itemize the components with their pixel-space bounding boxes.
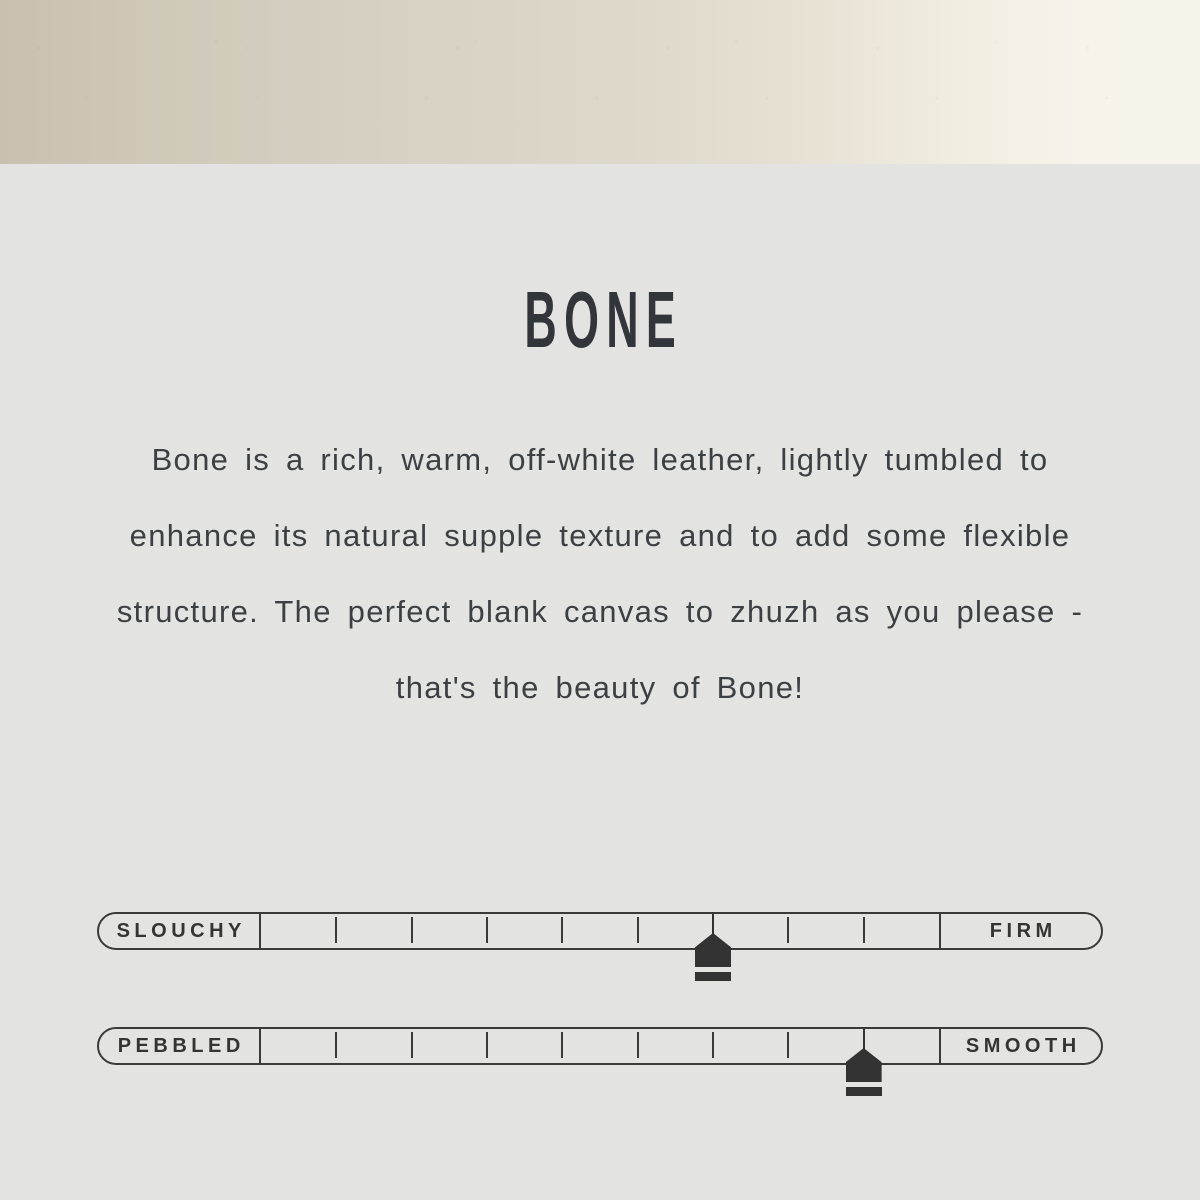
texture-scale-track xyxy=(261,1029,939,1063)
scale-tick xyxy=(561,1032,563,1058)
scale-tick xyxy=(637,917,639,943)
marker-pointer-icon xyxy=(846,1048,882,1082)
scale-tick xyxy=(863,917,865,943)
softness-scale-right-label: FIRM xyxy=(939,914,1101,948)
texture-scale-left-label: PEBBLED xyxy=(99,1029,261,1063)
color-info-panel xyxy=(0,164,1200,1065)
marker-stem xyxy=(712,914,714,934)
color-description xyxy=(0,422,1200,726)
scale-tick xyxy=(335,1032,337,1058)
softness-scale-track xyxy=(261,914,939,948)
leather-texture-photo xyxy=(0,0,1200,164)
marker-bar xyxy=(846,1087,882,1096)
scale-tick xyxy=(637,1032,639,1058)
scale-tick xyxy=(335,917,337,943)
scale-tick xyxy=(486,917,488,943)
description-line: structure. The perfect blank canvas to zhuzh as you please - xyxy=(116,594,1084,629)
scale-tick xyxy=(712,1032,714,1058)
scale-tick xyxy=(486,1032,488,1058)
description-line: that's the beauty of Bone! xyxy=(395,670,805,705)
description-line: Bone is a rich, warm, off-white leather, lightly tumbled to xyxy=(151,442,1049,477)
color-title xyxy=(0,275,1200,364)
texture-scale xyxy=(97,1027,1103,1065)
scale-tick xyxy=(787,1032,789,1058)
marker-pointer-icon xyxy=(695,933,731,967)
scale-tick xyxy=(787,917,789,943)
description-line: enhance its natural supple texture and to add some flexible xyxy=(129,518,1071,553)
texture-scale-right-label: SMOOTH xyxy=(939,1029,1101,1063)
scale-tick xyxy=(411,1032,413,1058)
softness-scale-left-label: SLOUCHY xyxy=(99,914,261,948)
texture-scale-marker xyxy=(846,1029,882,1096)
marker-bar xyxy=(695,972,731,981)
scale-tick xyxy=(561,917,563,943)
color-title-text: BONE xyxy=(524,275,683,364)
softness-scale-marker xyxy=(695,914,731,981)
marker-stem xyxy=(863,1029,865,1049)
softness-scale xyxy=(97,912,1103,950)
scale-tick xyxy=(411,917,413,943)
